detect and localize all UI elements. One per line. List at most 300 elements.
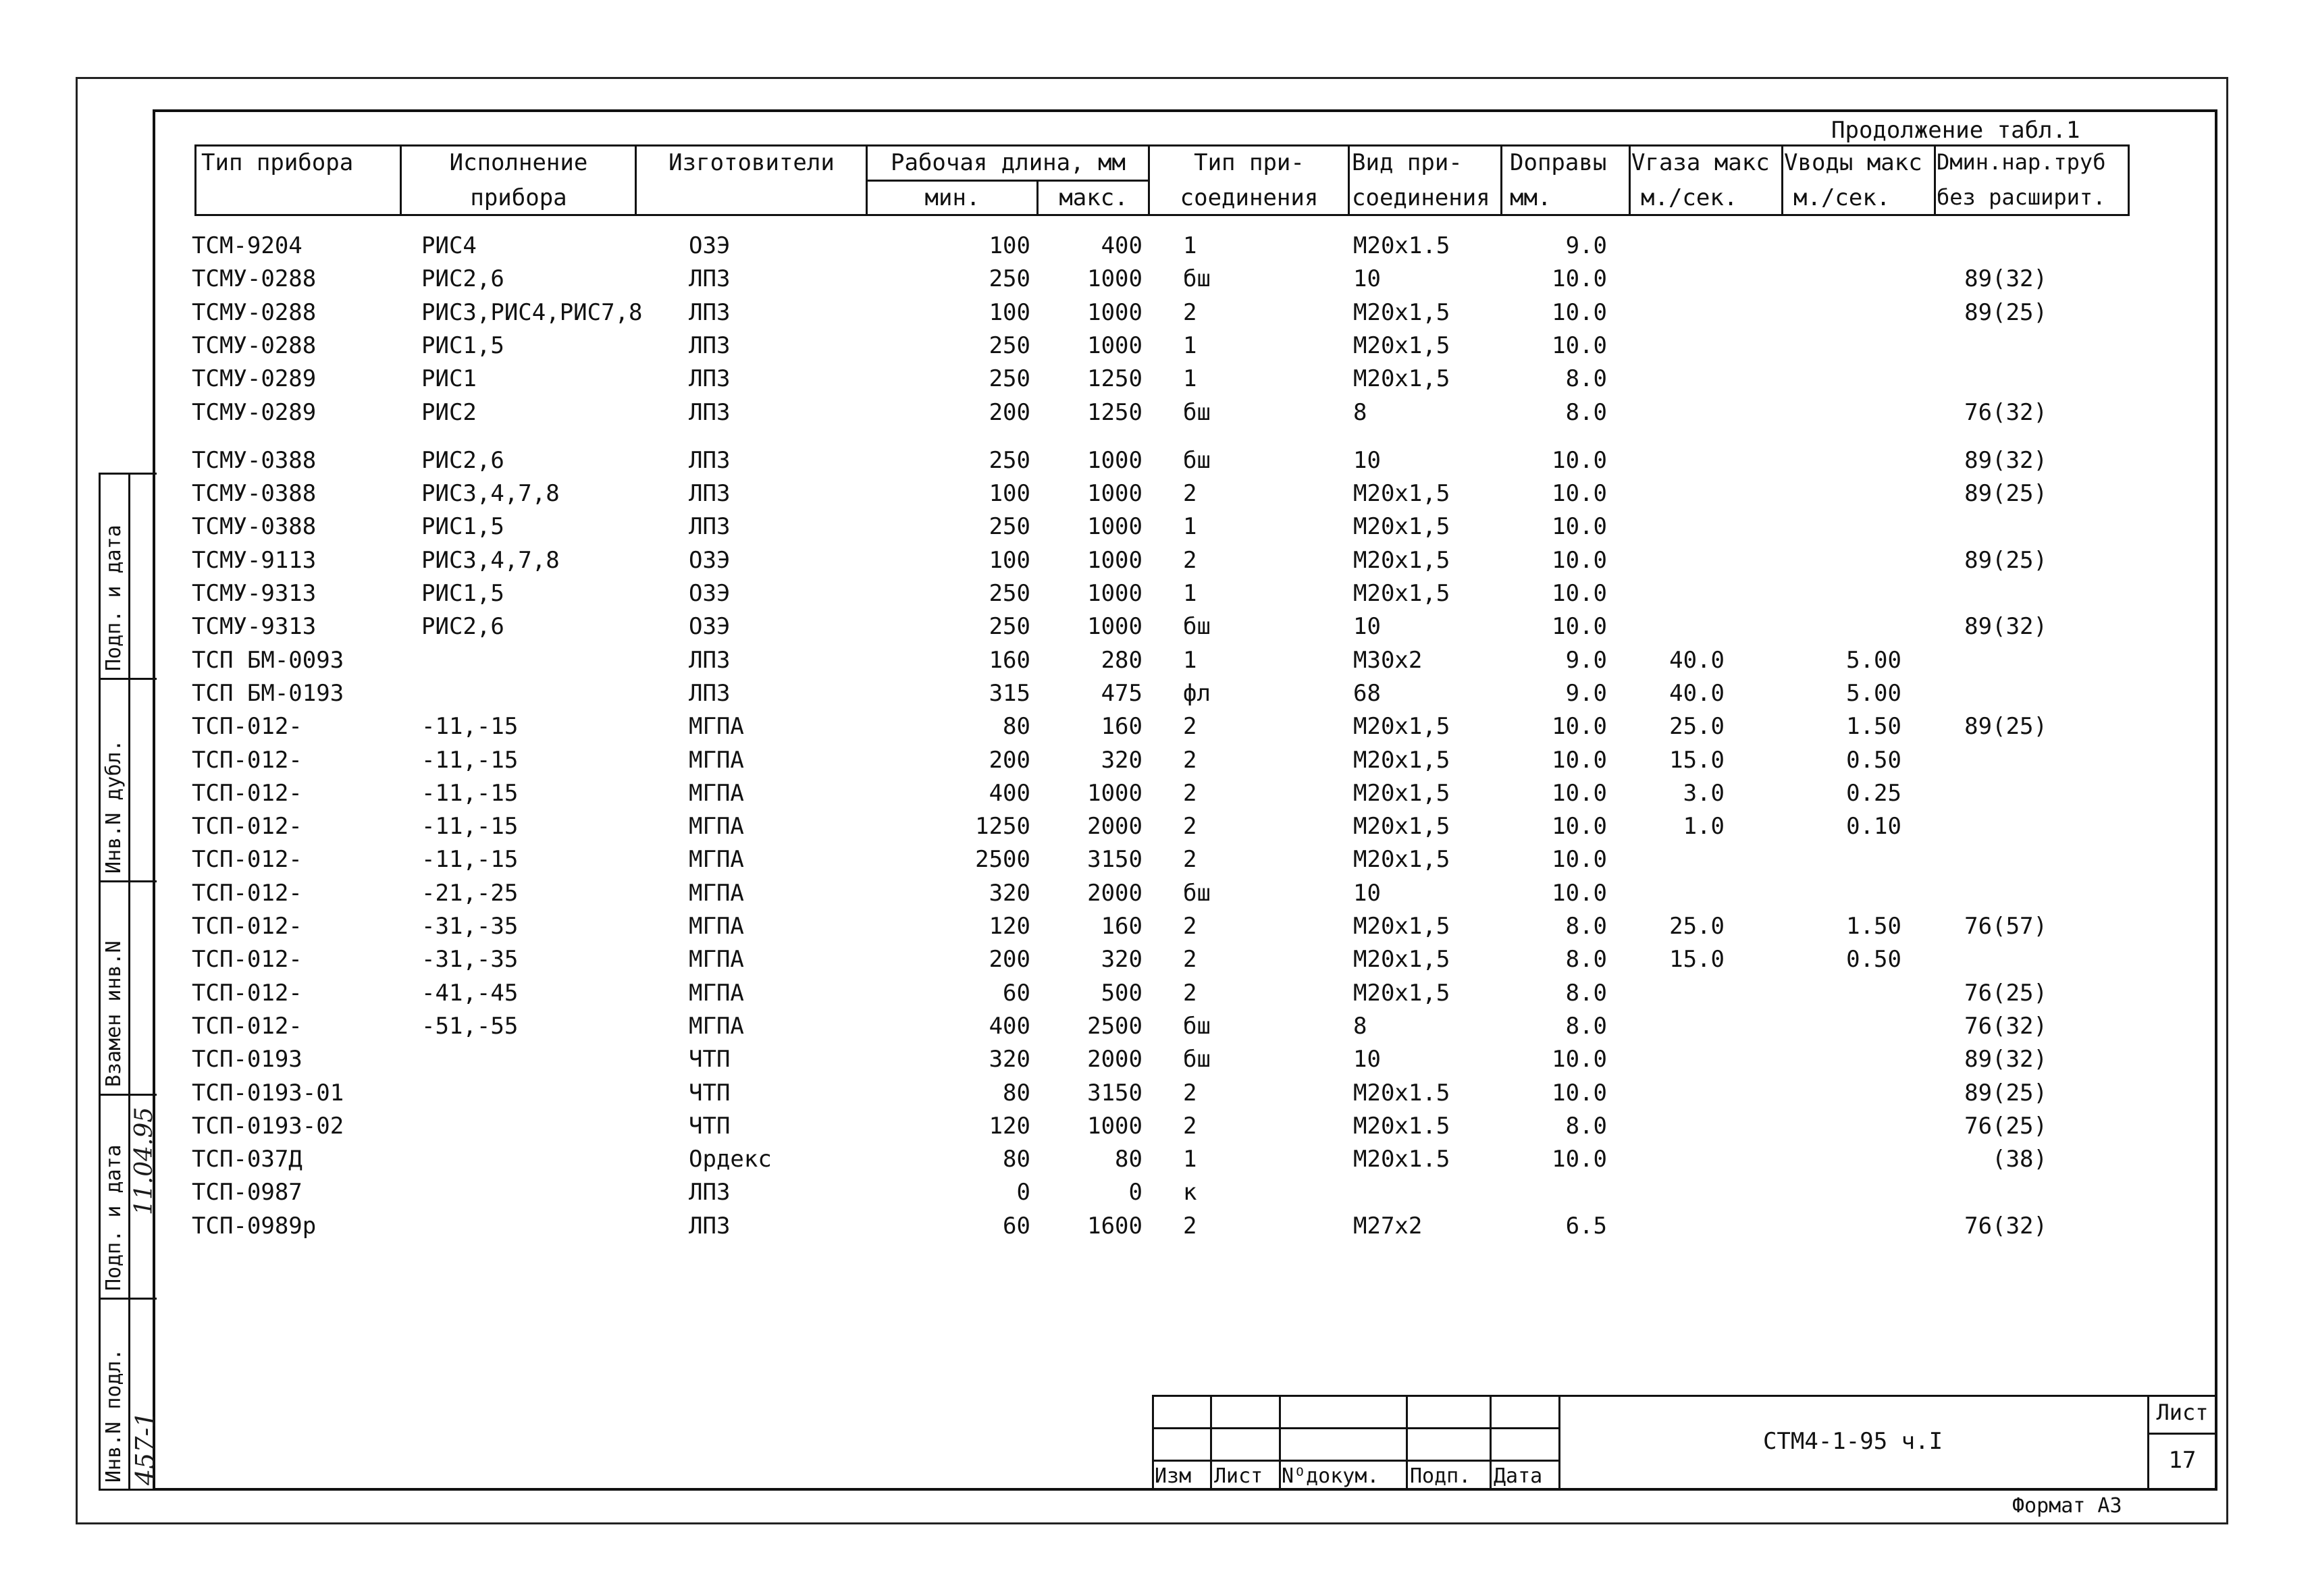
cell-dframe: 10.0 xyxy=(1552,1079,1607,1107)
cell-execution: -11,-15 xyxy=(421,746,519,774)
cell-len-max: 1000 xyxy=(1087,613,1142,641)
cell-conn-kind: 10 xyxy=(1353,265,1381,293)
cell-dmin: 89(32) xyxy=(1964,1046,2047,1073)
cell-len-min: 250 xyxy=(989,580,1030,607)
cell-vgas: 15.0 xyxy=(1669,946,1725,974)
stamp-v2 xyxy=(1279,1395,1281,1491)
cell-type: ТСМУ-0288 xyxy=(192,298,317,326)
cell-len-max: 3150 xyxy=(1087,1079,1142,1107)
cell-execution: -11,-15 xyxy=(421,813,519,841)
cell-dmin: 89(25) xyxy=(1964,480,2047,508)
header-col-length: Рабочая длина, мм xyxy=(891,149,1126,176)
cell-dframe: 9.0 xyxy=(1565,232,1607,259)
header-col-dmin: Dмин.нар.труб xyxy=(1937,149,2106,175)
cell-dmin: 76(25) xyxy=(1964,979,2047,1007)
cell-dframe: 10.0 xyxy=(1552,613,1607,641)
cell-conn-kind: М20х1,5 xyxy=(1353,979,1450,1007)
hdr-div-7 xyxy=(1500,144,1502,216)
cell-dframe: 10.0 xyxy=(1552,265,1607,293)
cell-execution: -31,-35 xyxy=(421,913,519,940)
header-col-execution: Исполнение xyxy=(449,149,588,176)
cell-type: ТСП-012- xyxy=(192,779,303,807)
cell-manufacturer: ОЗЭ xyxy=(689,580,731,607)
cell-len-min: 100 xyxy=(989,298,1030,326)
hdr-div-8 xyxy=(1629,144,1631,216)
cell-len-min: 320 xyxy=(989,879,1030,907)
header-col-vwater-2: м./сек. xyxy=(1793,184,1891,211)
cell-len-min: 80 xyxy=(1003,1079,1030,1107)
cell-len-max: 280 xyxy=(1101,646,1142,674)
cell-dframe: 10.0 xyxy=(1552,480,1607,508)
cell-len-min: 60 xyxy=(1003,979,1030,1007)
cell-type: ТСП-012- xyxy=(192,946,303,974)
cell-execution: -21,-25 xyxy=(421,879,519,907)
cell-dframe: 10.0 xyxy=(1552,813,1607,841)
cell-vgas: 15.0 xyxy=(1669,746,1725,774)
cell-execution: РИС2,6 xyxy=(421,265,504,293)
cell-conn-kind: М30х2 xyxy=(1353,646,1423,674)
cell-len-max: 80 xyxy=(1115,1146,1142,1173)
cell-conn-kind: 68 xyxy=(1353,679,1381,707)
cell-type: ТСП-0193-01 xyxy=(192,1079,344,1107)
cell-dframe: 10.0 xyxy=(1552,846,1607,874)
cell-conn-kind: 10 xyxy=(1353,879,1381,907)
cell-len-max: 320 xyxy=(1101,746,1142,774)
cell-dmin: 89(25) xyxy=(1964,298,2047,326)
header-col-type: Тип прибора xyxy=(201,149,354,176)
side-handwritten-inv: 457-1 xyxy=(130,1411,160,1485)
cell-conn-type: 2 xyxy=(1183,713,1197,741)
cell-len-min: 250 xyxy=(989,513,1030,541)
cell-conn-type: 1 xyxy=(1183,331,1197,359)
cell-type: ТСМУ-0289 xyxy=(192,365,317,393)
hdr-div-9 xyxy=(1781,144,1783,216)
cell-execution: -11,-15 xyxy=(421,779,519,807)
cell-dframe: 10.0 xyxy=(1552,298,1607,326)
cell-dframe: 10.0 xyxy=(1552,1046,1607,1073)
format-label: Формат А3 xyxy=(2012,1494,2122,1518)
cell-len-min: 120 xyxy=(989,1112,1030,1140)
cell-manufacturer: Ордекс xyxy=(689,1146,772,1173)
cell-len-max: 1000 xyxy=(1087,331,1142,359)
cell-manufacturer: МГПА xyxy=(689,779,744,807)
cell-len-min: 120 xyxy=(989,913,1030,940)
cell-len-max: 1250 xyxy=(1087,365,1142,393)
cell-len-max: 1000 xyxy=(1087,1112,1142,1140)
cell-type: ТСМУ-0388 xyxy=(192,446,317,474)
stamp-data: Дата xyxy=(1494,1464,1543,1488)
cell-vwater: 0.50 xyxy=(1846,946,1901,974)
cell-vwater: 0.50 xyxy=(1846,746,1901,774)
header-col-dframe-2: мм. xyxy=(1510,184,1552,211)
cell-len-min: 200 xyxy=(989,746,1030,774)
cell-vwater: 5.00 xyxy=(1846,646,1901,674)
cell-manufacturer: ОЗЭ xyxy=(689,232,731,259)
cell-conn-type: бш xyxy=(1183,265,1211,293)
cell-execution: -11,-15 xyxy=(421,846,519,874)
cell-manufacturer: ЧТП xyxy=(689,1046,731,1073)
sheet-label: Лист xyxy=(2156,1400,2209,1425)
cell-len-min: 100 xyxy=(989,232,1030,259)
cell-dframe: 10.0 xyxy=(1552,879,1607,907)
cell-manufacturer: ЛПЗ xyxy=(689,446,731,474)
cell-conn-type: бш xyxy=(1183,1046,1211,1073)
header-col-conn-kind: Вид при- xyxy=(1352,149,1463,176)
cell-manufacturer: ОЗЭ xyxy=(689,546,731,574)
cell-dmin: 89(32) xyxy=(1964,265,2047,293)
cell-type: ТСП БМ-0093 xyxy=(192,646,344,674)
table-title: Продолжение табл.1 xyxy=(1831,117,2080,144)
cell-len-min: 160 xyxy=(989,646,1030,674)
cell-conn-kind: 10 xyxy=(1353,613,1381,641)
cell-len-max: 2000 xyxy=(1087,1046,1142,1073)
cell-dframe: 8.0 xyxy=(1565,913,1607,940)
cell-manufacturer: ЛПЗ xyxy=(689,646,731,674)
cell-conn-kind: М20х1,5 xyxy=(1353,580,1450,607)
cell-vgas: 25.0 xyxy=(1669,913,1725,940)
header-col-vgas-2: м./сек. xyxy=(1641,184,1738,211)
cell-type: ТСМУ-9313 xyxy=(192,613,317,641)
cell-conn-type: 2 xyxy=(1183,1112,1197,1140)
cell-type: ТСП-012- xyxy=(192,1012,303,1040)
cell-vgas: 40.0 xyxy=(1669,646,1725,674)
cell-manufacturer: ОЗЭ xyxy=(689,613,731,641)
header-col-max: макс. xyxy=(1059,184,1128,211)
cell-dframe: 10.0 xyxy=(1552,446,1607,474)
cell-conn-type: 1 xyxy=(1183,365,1197,393)
cell-len-min: 0 xyxy=(1016,1179,1030,1206)
cell-manufacturer: ЛПЗ xyxy=(689,513,731,541)
cell-conn-type: бш xyxy=(1183,613,1211,641)
cell-len-min: 80 xyxy=(1003,1146,1030,1173)
stamp-v3 xyxy=(1406,1395,1408,1491)
cell-len-max: 2000 xyxy=(1087,879,1142,907)
cell-len-min: 250 xyxy=(989,265,1030,293)
cell-conn-type: бш xyxy=(1183,398,1211,426)
cell-len-max: 1250 xyxy=(1087,398,1142,426)
cell-manufacturer: МГПА xyxy=(689,1012,744,1040)
cell-len-max: 1000 xyxy=(1087,513,1142,541)
cell-type: ТСМ-9204 xyxy=(192,232,303,259)
cell-dmin: (38) xyxy=(1992,1146,2047,1173)
cell-conn-type: 2 xyxy=(1183,480,1197,508)
cell-conn-type: 2 xyxy=(1183,746,1197,774)
cell-execution: -51,-55 xyxy=(421,1012,519,1040)
cell-vwater: 1.50 xyxy=(1846,913,1901,940)
cell-len-max: 400 xyxy=(1101,232,1142,259)
cell-conn-kind: М20х1,5 xyxy=(1353,713,1450,741)
cell-conn-type: 2 xyxy=(1183,1079,1197,1107)
cell-len-max: 1000 xyxy=(1087,779,1142,807)
cell-dmin: 76(25) xyxy=(1964,1112,2047,1140)
cell-manufacturer: МГПА xyxy=(689,946,744,974)
cell-type: ТСМУ-9113 xyxy=(192,546,317,574)
sheet-number: 17 xyxy=(2168,1447,2197,1474)
cell-conn-type: 2 xyxy=(1183,298,1197,326)
cell-type: ТСМУ-9313 xyxy=(192,580,317,607)
cell-conn-type: 1 xyxy=(1183,232,1197,259)
cell-execution: РИС1,5 xyxy=(421,580,504,607)
header-col-conn-type-2: соединения xyxy=(1180,184,1319,211)
cell-dframe: 10.0 xyxy=(1552,1146,1607,1173)
cell-type: ТСП-0193 xyxy=(192,1046,303,1073)
cell-dframe: 8.0 xyxy=(1565,946,1607,974)
cell-conn-kind: 10 xyxy=(1353,446,1381,474)
cell-manufacturer: ЧТП xyxy=(689,1112,731,1140)
cell-conn-kind: М20х1,5 xyxy=(1353,946,1450,974)
cell-len-min: 2500 xyxy=(975,846,1030,874)
side-label-podp-data-top: Подп. и дата xyxy=(102,525,126,671)
header-col-conn-kind-2: соединения xyxy=(1352,184,1490,211)
hdr-div-4 xyxy=(1036,180,1039,216)
cell-len-max: 160 xyxy=(1101,913,1142,940)
cell-execution: РИС3,4,7,8 xyxy=(421,546,560,574)
cell-type: ТСМУ-0289 xyxy=(192,398,317,426)
cell-vwater: 5.00 xyxy=(1846,679,1901,707)
side-label-vzam-inv: Взамен инв.N xyxy=(102,940,126,1087)
cell-len-max: 2500 xyxy=(1087,1012,1142,1040)
cell-len-max: 320 xyxy=(1101,946,1142,974)
cell-type: ТСМУ-0388 xyxy=(192,480,317,508)
cell-dframe: 6.5 xyxy=(1565,1212,1607,1240)
cell-conn-type: 2 xyxy=(1183,913,1197,940)
cell-conn-kind: М20х1,5 xyxy=(1353,480,1450,508)
cell-len-min: 250 xyxy=(989,446,1030,474)
cell-conn-type: 2 xyxy=(1183,979,1197,1007)
cell-conn-type: 2 xyxy=(1183,779,1197,807)
stamp-list: Лист xyxy=(1214,1464,1263,1488)
cell-len-max: 1000 xyxy=(1087,546,1142,574)
cell-execution: РИС1,5 xyxy=(421,513,504,541)
cell-execution: РИС1,5 xyxy=(421,331,504,359)
cell-conn-kind: М27х2 xyxy=(1353,1212,1423,1240)
cell-dframe: 8.0 xyxy=(1565,979,1607,1007)
cell-execution: РИС3,4,7,8 xyxy=(421,480,560,508)
cell-len-max: 1000 xyxy=(1087,298,1142,326)
cell-conn-type: фл xyxy=(1183,679,1211,707)
cell-dmin: 76(32) xyxy=(1964,398,2047,426)
cell-dmin: 89(25) xyxy=(1964,1079,2047,1107)
cell-vgas: 1.0 xyxy=(1683,813,1725,841)
cell-dmin: 76(32) xyxy=(1964,1012,2047,1040)
cell-len-max: 0 xyxy=(1128,1179,1142,1206)
cell-type: ТСП-037Д xyxy=(192,1146,303,1173)
cell-vgas: 25.0 xyxy=(1669,713,1725,741)
cell-len-min: 400 xyxy=(989,779,1030,807)
cell-len-min: 320 xyxy=(989,1046,1030,1073)
header-col-execution-2: прибора xyxy=(470,184,567,211)
cell-manufacturer: МГПА xyxy=(689,913,744,940)
cell-execution: РИС4 xyxy=(421,232,477,259)
cell-manufacturer: ЛПЗ xyxy=(689,365,731,393)
stamp-h1 xyxy=(1152,1427,1558,1429)
cell-conn-kind: М20х1,5 xyxy=(1353,513,1450,541)
cell-dmin: 76(32) xyxy=(1964,1212,2047,1240)
cell-vgas: 3.0 xyxy=(1683,779,1725,807)
cell-conn-kind: М20х1,5 xyxy=(1353,546,1450,574)
stamp-h3 xyxy=(2147,1433,2217,1435)
cell-vwater: 0.25 xyxy=(1846,779,1901,807)
cell-execution: РИС2,6 xyxy=(421,446,504,474)
cell-execution: -11,-15 xyxy=(421,713,519,741)
cell-vwater: 0.10 xyxy=(1846,813,1901,841)
cell-dmin: 89(25) xyxy=(1964,546,2047,574)
cell-conn-kind: 8 xyxy=(1353,398,1367,426)
cell-manufacturer: МГПА xyxy=(689,979,744,1007)
stamp-doc: Nᴼдокум. xyxy=(1282,1464,1380,1488)
cell-type: ТСМУ-0388 xyxy=(192,513,317,541)
header-col-dframe: Dоправы xyxy=(1510,149,1607,176)
cell-conn-kind: М20х1,5 xyxy=(1353,746,1450,774)
cell-len-min: 100 xyxy=(989,480,1030,508)
cell-len-max: 160 xyxy=(1101,713,1142,741)
cell-conn-type: 2 xyxy=(1183,946,1197,974)
header-col-conn-type: Тип при- xyxy=(1194,149,1305,176)
stamp-h2 xyxy=(1152,1460,1558,1462)
cell-dframe: 8.0 xyxy=(1565,1112,1607,1140)
cell-len-min: 60 xyxy=(1003,1212,1030,1240)
document-designation: СТМ4-1-95 ч.I xyxy=(1762,1428,1943,1455)
cell-dframe: 8.0 xyxy=(1565,398,1607,426)
stamp-izm: Изм xyxy=(1155,1464,1192,1488)
hdr-div-10 xyxy=(1934,144,1936,216)
cell-type: ТСП-0989р xyxy=(192,1212,317,1240)
cell-vwater: 1.50 xyxy=(1846,713,1901,741)
hdr-div-1 xyxy=(400,144,402,216)
cell-len-min: 400 xyxy=(989,1012,1030,1040)
cell-len-max: 500 xyxy=(1101,979,1142,1007)
cell-conn-type: бш xyxy=(1183,446,1211,474)
cell-conn-type: 1 xyxy=(1183,513,1197,541)
cell-conn-kind: М20х1.5 xyxy=(1353,232,1450,259)
cell-execution: РИС2,6 xyxy=(421,613,504,641)
cell-len-min: 315 xyxy=(989,679,1030,707)
cell-conn-type: 2 xyxy=(1183,546,1197,574)
cell-manufacturer: ЛПЗ xyxy=(689,480,731,508)
cell-conn-kind: М20х1,5 xyxy=(1353,331,1450,359)
cell-len-max: 2000 xyxy=(1087,813,1142,841)
cell-conn-type: бш xyxy=(1183,1012,1211,1040)
cell-manufacturer: ЛПЗ xyxy=(689,265,731,293)
header-col-vwater: Vводы макс xyxy=(1784,149,1922,176)
cell-conn-type: 1 xyxy=(1183,580,1197,607)
cell-conn-kind: М20х1,5 xyxy=(1353,913,1450,940)
cell-type: ТСП-012- xyxy=(192,979,303,1007)
cell-execution: -41,-45 xyxy=(421,979,519,1007)
cell-manufacturer: ЛПЗ xyxy=(689,398,731,426)
cell-conn-kind: М20х1.5 xyxy=(1353,1079,1450,1107)
cell-type: ТСМУ-0288 xyxy=(192,331,317,359)
cell-len-min: 100 xyxy=(989,546,1030,574)
cell-type: ТСП-012- xyxy=(192,913,303,940)
cell-conn-kind: М20х1,5 xyxy=(1353,846,1450,874)
cell-conn-type: 2 xyxy=(1183,846,1197,874)
cell-len-min: 250 xyxy=(989,331,1030,359)
header-col-vgas: Vгаза макс xyxy=(1631,149,1770,176)
cell-execution: РИС2 xyxy=(421,398,477,426)
cell-conn-kind: 8 xyxy=(1353,1012,1367,1040)
cell-conn-kind: М20х1,5 xyxy=(1353,779,1450,807)
cell-len-max: 475 xyxy=(1101,679,1142,707)
header-col-min: мин. xyxy=(924,184,980,211)
cell-type: ТСП-012- xyxy=(192,713,303,741)
cell-dframe: 10.0 xyxy=(1552,580,1607,607)
cell-type: ТСП БМ-0193 xyxy=(192,679,344,707)
cell-manufacturer: ЛПЗ xyxy=(689,298,731,326)
cell-conn-type: к xyxy=(1183,1179,1197,1206)
cell-manufacturer: МГПА xyxy=(689,746,744,774)
side-stamp-sep-4 xyxy=(99,1298,157,1300)
header-col-dmin-2: без расширит. xyxy=(1937,184,2106,210)
cell-dframe: 10.0 xyxy=(1552,513,1607,541)
cell-len-max: 1000 xyxy=(1087,265,1142,293)
cell-dframe: 10.0 xyxy=(1552,331,1607,359)
cell-dmin: 76(57) xyxy=(1964,913,2047,940)
cell-manufacturer: МГПА xyxy=(689,713,744,741)
hdr-div-5 xyxy=(1148,144,1150,216)
side-label-podp-data: Подп. и дата xyxy=(102,1144,126,1291)
cell-manufacturer: ЛПЗ xyxy=(689,331,731,359)
side-label-inv-podl: Инв.N подл. xyxy=(102,1348,126,1483)
cell-conn-kind: М20х1.5 xyxy=(1353,1146,1450,1173)
cell-dframe: 10.0 xyxy=(1552,713,1607,741)
cell-len-min: 200 xyxy=(989,398,1030,426)
cell-manufacturer: МГПА xyxy=(689,813,744,841)
side-stamp-sep-1 xyxy=(99,678,157,680)
cell-len-min: 250 xyxy=(989,613,1030,641)
side-label-inv-dubl: Инв.N дубл. xyxy=(102,739,126,874)
cell-conn-kind: 10 xyxy=(1353,1046,1381,1073)
hdr-sub-line xyxy=(866,180,1148,182)
cell-conn-kind: М20х1,5 xyxy=(1353,365,1450,393)
hdr-div-6 xyxy=(1348,144,1350,216)
cell-type: ТСП-0193-02 xyxy=(192,1112,344,1140)
cell-len-max: 1000 xyxy=(1087,580,1142,607)
stamp-v4 xyxy=(1490,1395,1492,1491)
cell-manufacturer: ЛПЗ xyxy=(689,679,731,707)
side-handwritten-date: 11.04.95 xyxy=(130,1107,158,1215)
cell-vgas: 40.0 xyxy=(1669,679,1725,707)
cell-conn-kind: М20х1,5 xyxy=(1353,298,1450,326)
cell-manufacturer: ЛПЗ xyxy=(689,1212,731,1240)
cell-type: ТСМУ-0288 xyxy=(192,265,317,293)
cell-dframe: 10.0 xyxy=(1552,746,1607,774)
cell-len-max: 1600 xyxy=(1087,1212,1142,1240)
cell-execution: РИС3,РИС4,РИС7,8 xyxy=(421,298,643,326)
cell-len-min: 80 xyxy=(1003,713,1030,741)
cell-execution: РИС1 xyxy=(421,365,477,393)
side-stamp-sep-3 xyxy=(99,1094,157,1096)
cell-manufacturer: ЧТП xyxy=(689,1079,731,1107)
cell-manufacturer: МГПА xyxy=(689,846,744,874)
cell-dframe: 10.0 xyxy=(1552,779,1607,807)
cell-conn-type: 2 xyxy=(1183,1212,1197,1240)
cell-manufacturer: МГПА xyxy=(689,879,744,907)
side-stamp-divider xyxy=(128,473,130,1491)
stamp-v1 xyxy=(1210,1395,1212,1491)
cell-dframe: 10.0 xyxy=(1552,546,1607,574)
side-stamp-sep-2 xyxy=(99,880,157,882)
stamp-podp: Подп. xyxy=(1410,1464,1471,1488)
cell-len-min: 200 xyxy=(989,946,1030,974)
cell-dframe: 8.0 xyxy=(1565,1012,1607,1040)
cell-dmin: 89(32) xyxy=(1964,446,2047,474)
cell-dframe: 8.0 xyxy=(1565,365,1607,393)
cell-conn-type: бш xyxy=(1183,879,1211,907)
header-col-manufacturers: Изготовители xyxy=(668,149,835,176)
cell-type: ТСП-012- xyxy=(192,813,303,841)
cell-conn-kind: М20х1,5 xyxy=(1353,813,1450,841)
